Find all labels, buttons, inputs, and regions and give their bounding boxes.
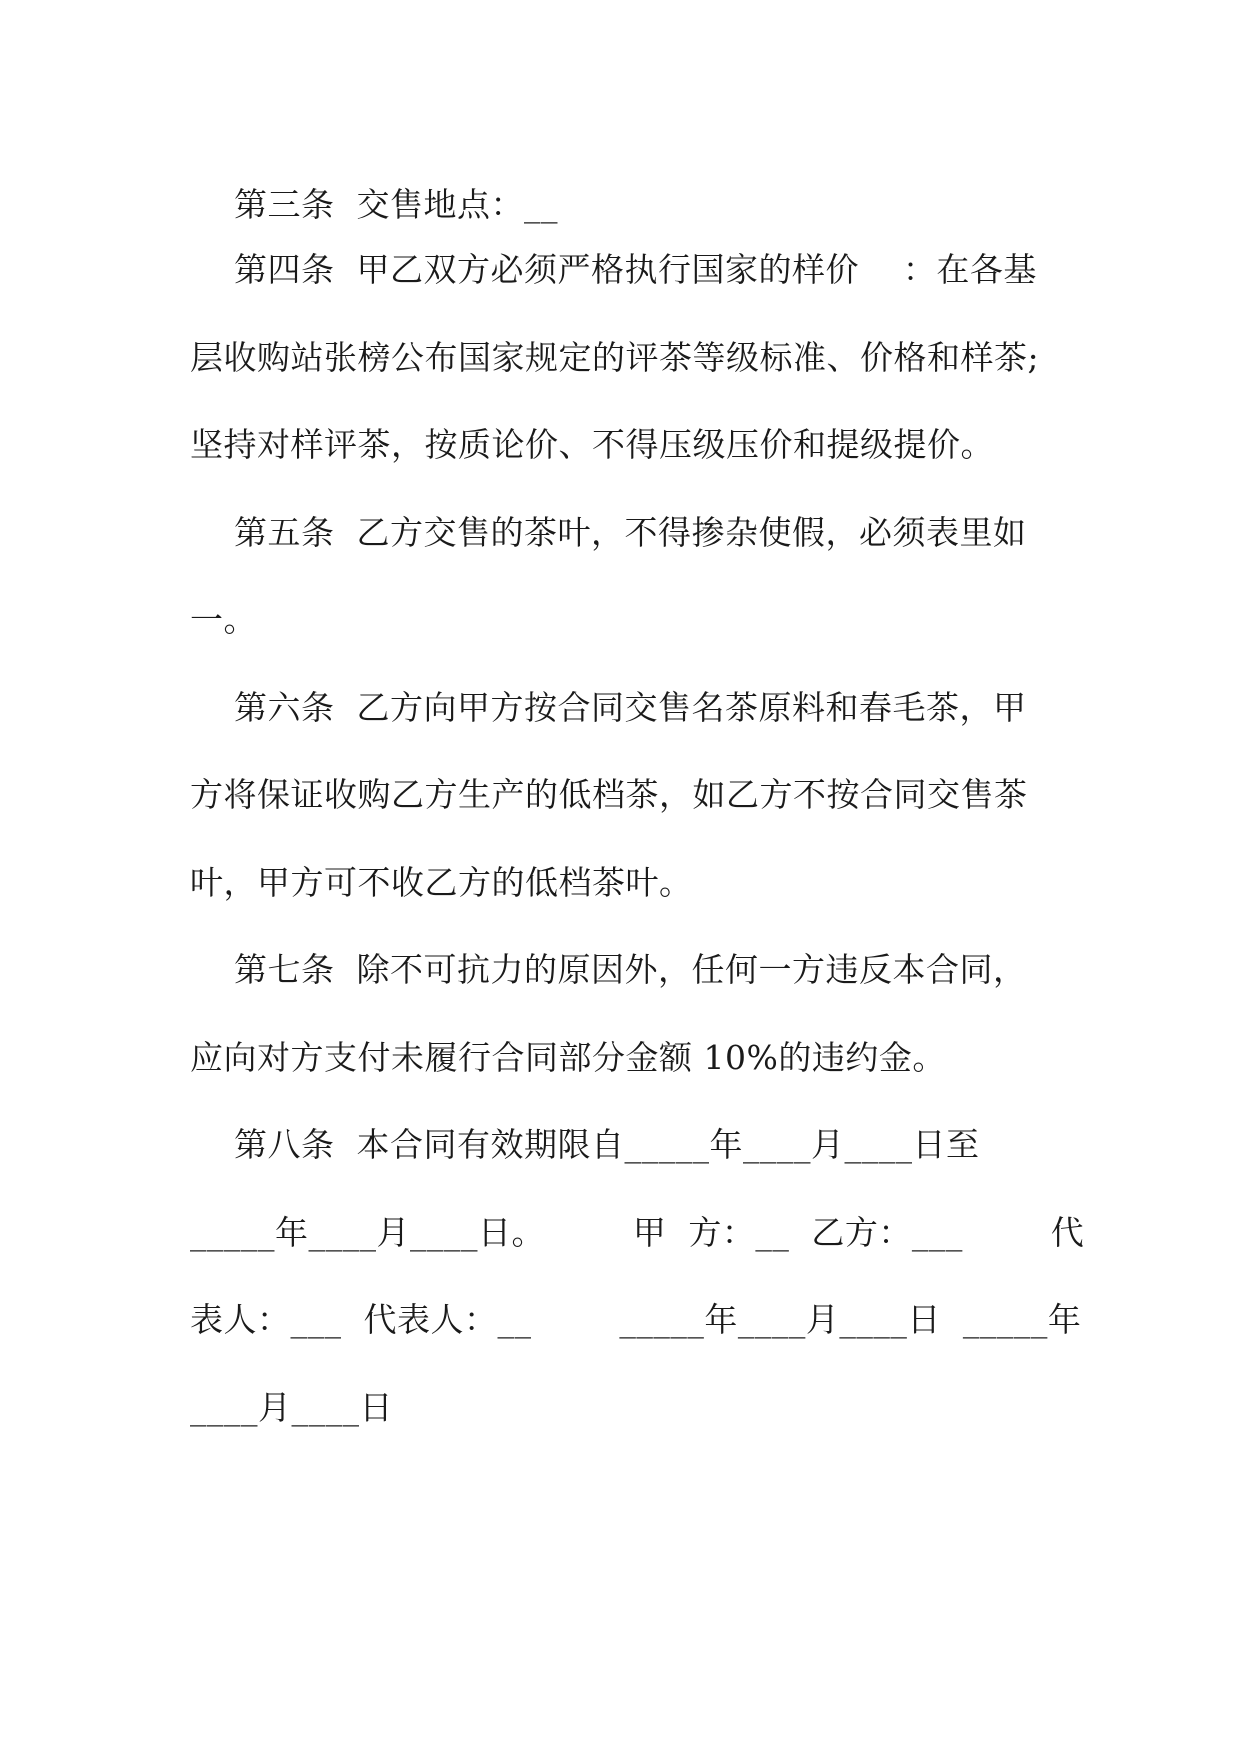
text-line: _____年____月____日。 甲 方：__ 乙方：___ 代 (190, 1213, 1085, 1252)
text-line: 层收购站张榜公布国家规定的评茶等级标准、价格和样茶; (190, 338, 1040, 377)
text-line: 一。 (190, 600, 257, 639)
text-line: 叶，甲方可不收乙方的低档茶叶。 (190, 863, 693, 902)
text-line: 第八条 本合同有效期限自_____年____月____日至 (190, 1125, 980, 1164)
text-line: 表人：___ 代表人：__ _____年____月____日 _____年 (190, 1300, 1082, 1339)
text-line: 第五条 乙方交售的茶叶，不得掺杂使假，必须表里如 (190, 513, 1027, 552)
text-line: 第六条 乙方向甲方按合同交售名茶原料和春毛茶，甲 (190, 688, 1027, 727)
text-line: 第三条 交售地点：__ (190, 185, 558, 224)
text-line: 第七条 除不可抗力的原因外，任何一方违反本合同， (190, 950, 1027, 989)
text-line: 坚持对样评茶，按质论价、不得压级压价和提级提价。 (190, 425, 994, 464)
text-line: ____月____日 (190, 1388, 393, 1427)
text-line: 方将保证收购乙方生产的低档茶，如乙方不按合同交售茶 (190, 775, 1028, 814)
text-line: 应向对方支付未履行合同部分金额 10%的违约金。 (190, 1038, 946, 1077)
text-line: 第四条 甲乙双方必须严格执行国家的样价 ：在各基 (190, 250, 1037, 289)
